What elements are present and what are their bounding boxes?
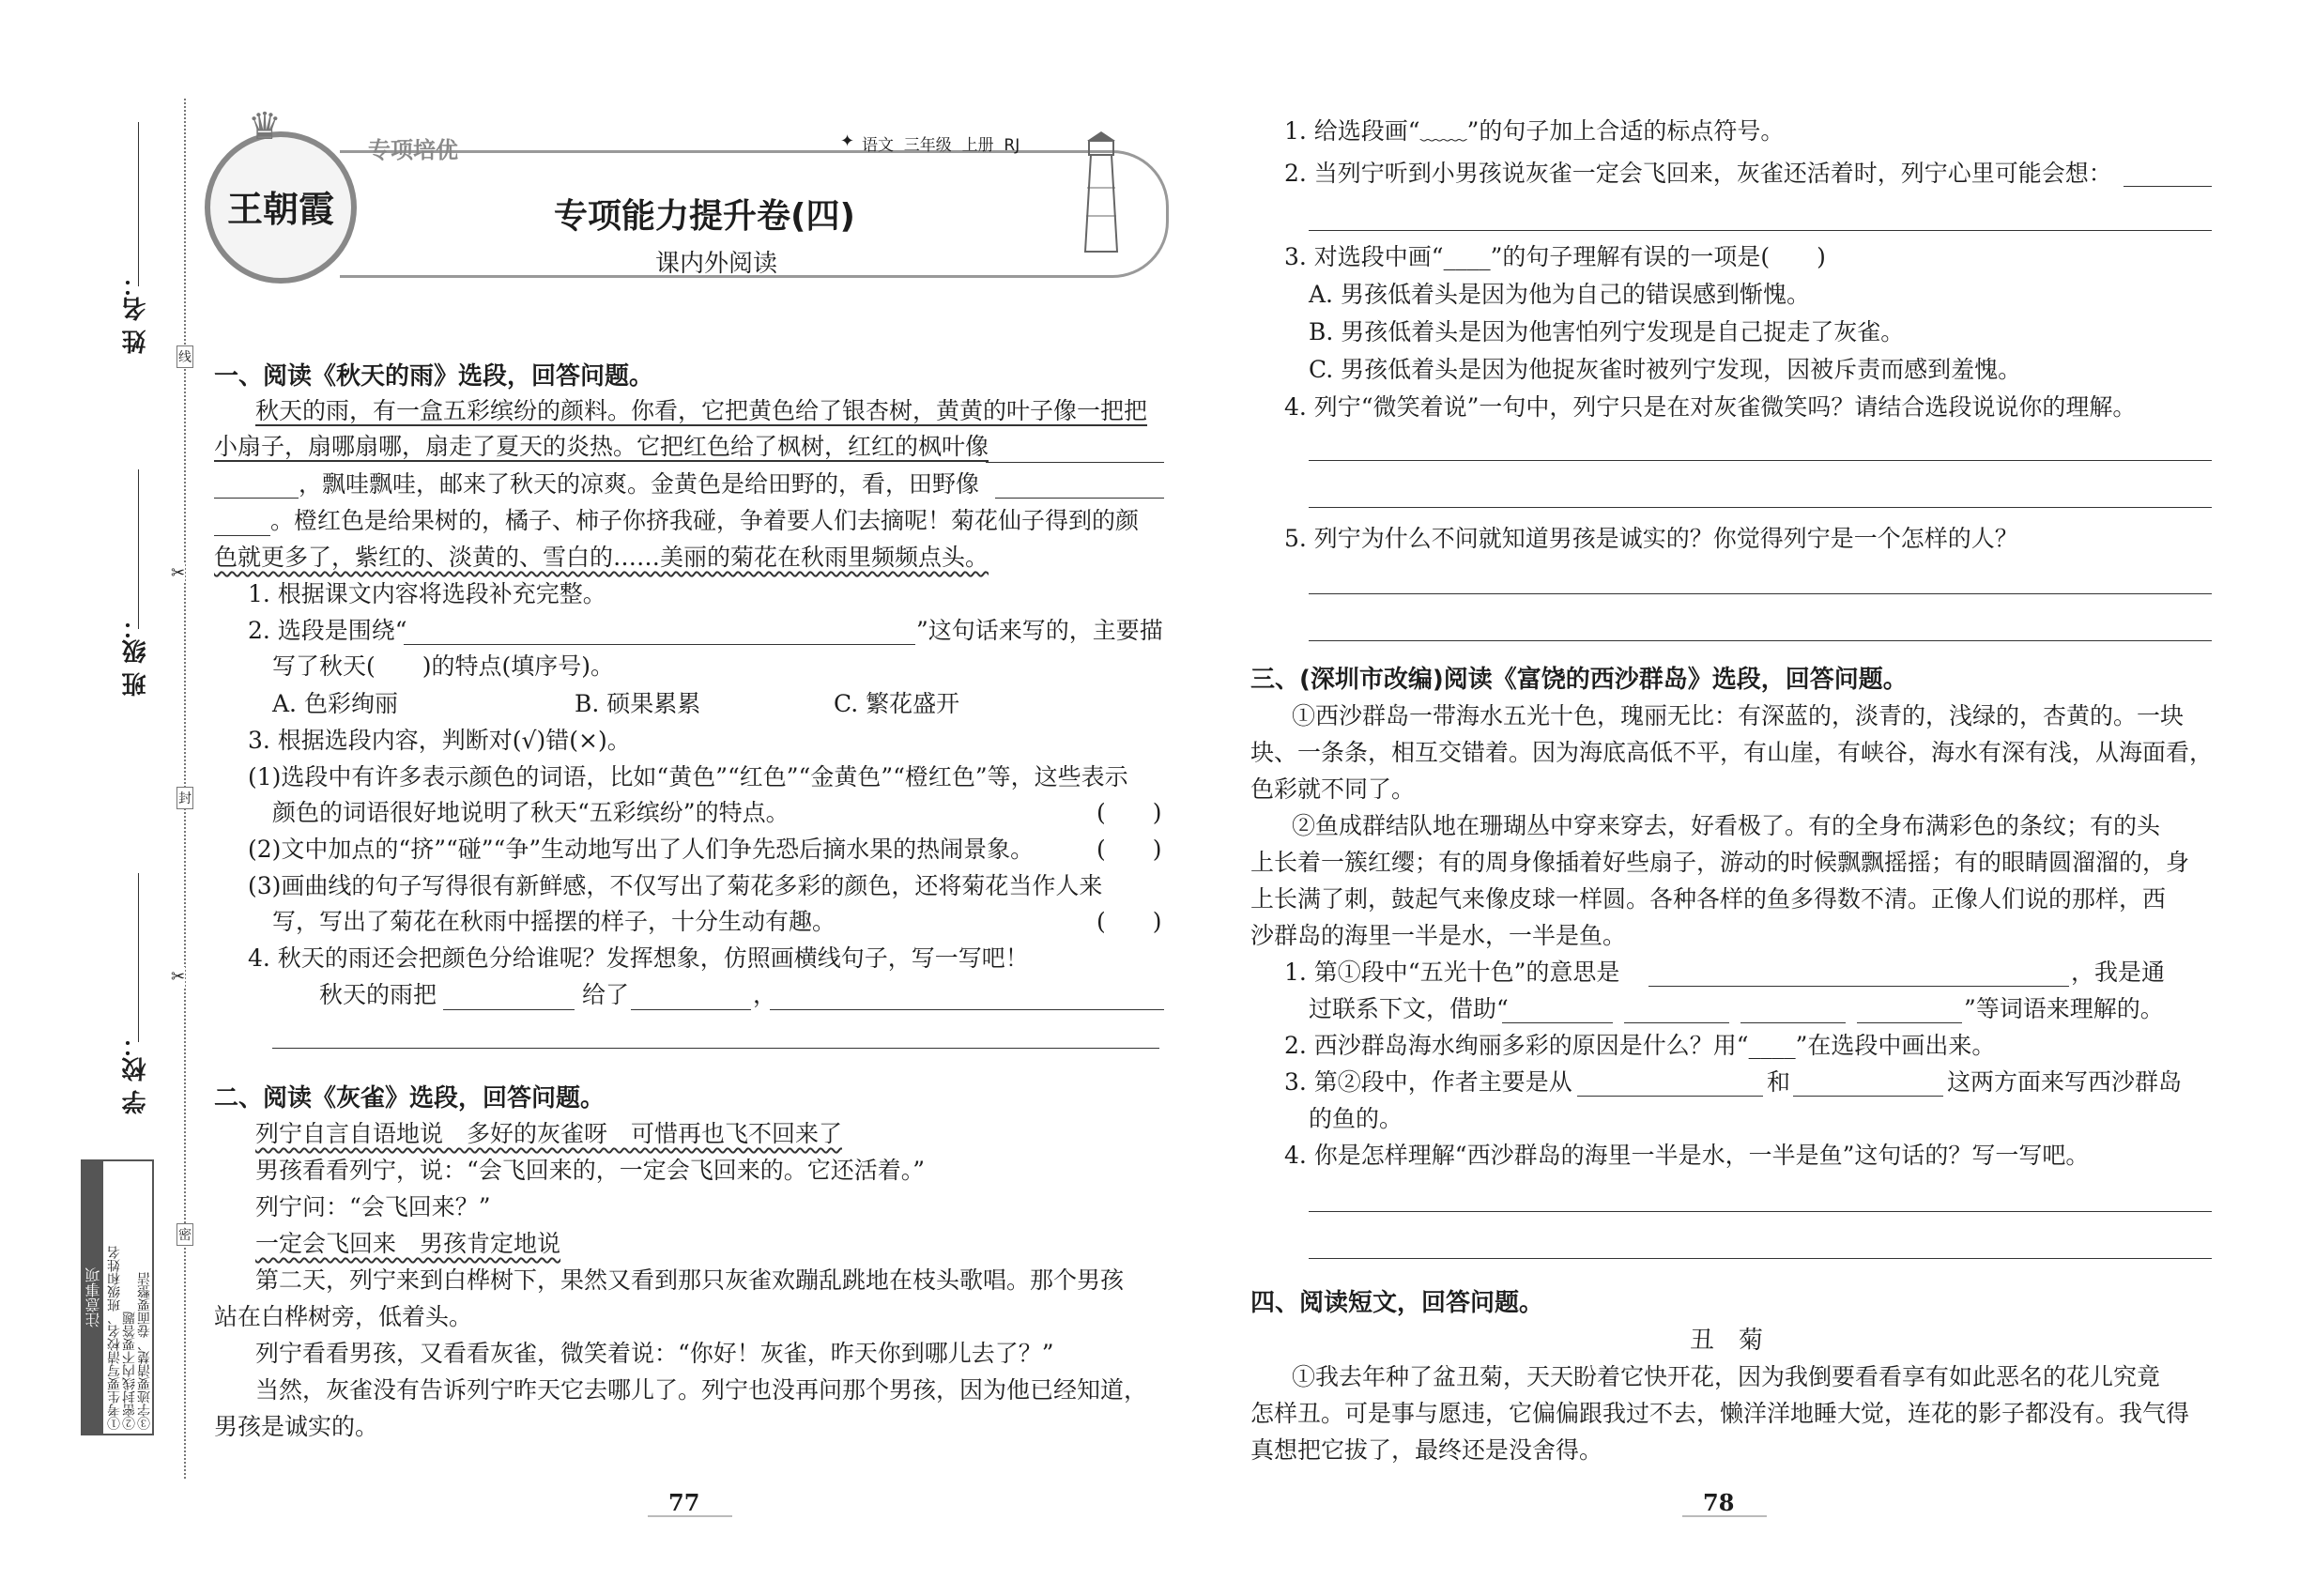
s2-q2: 2. 当列宁听到小男孩说灰雀一定会飞回来，灰雀还活着时，列宁心里可能会想： [1284, 160, 2112, 187]
s2-line: 男孩是诚实的。 [214, 1413, 379, 1440]
s2-q2-answer-line[interactable] [1309, 230, 2212, 231]
s2-line: 列宁问：“会飞回来？” [255, 1193, 491, 1220]
s3-q1-word-blank[interactable] [1502, 1022, 1613, 1023]
section1-heading: 一、阅读《秋天的雨》选段，回答问题。 [214, 362, 654, 391]
s1-para-line: 秋天的雨，有一盒五彩缤纷的颜料。你看，它把黄色给了银杏树，黄黄的叶子像一把把 [255, 397, 1148, 424]
s4-para-line: 怎样丑。可是事与愿违，它偏偏跟我过不去，懒洋洋地睡大觉，连花的影子都没有。我气得 [1250, 1400, 2190, 1427]
section2-heading: 二、阅读《灰雀》选段，回答问题。 [214, 1084, 606, 1113]
class-label: 班 级： [122, 615, 150, 698]
s1-q4-blank[interactable] [631, 1009, 751, 1010]
s1-q3-2-answer[interactable]: ( ) [1096, 836, 1162, 863]
s1-q1: 1. 根据课文内容将选段补充完整。 [248, 580, 606, 607]
s3-q3-blank[interactable] [1577, 1096, 1763, 1097]
cut-mark-mi: 密 [176, 1223, 193, 1246]
s2-q4-answer-line[interactable] [1309, 460, 2212, 461]
left-page-number: 77 [668, 1489, 700, 1516]
s1-para-line: 色就更多了，紫红的、淡黄的、雪白的……美丽的菊花在秋雨里频频点头。 [214, 544, 989, 571]
s3-q1-word-blank[interactable] [1857, 1022, 1962, 1023]
s1-q4-answer-line[interactable] [272, 1048, 1159, 1049]
notice-item: ②密封线内不要答题 [122, 1312, 137, 1430]
s1-q3-1b: 颜色的词语很好地说明了秋天“五彩缤纷”的特点。 [272, 799, 790, 826]
brand-banner: 专项培优 [368, 137, 458, 163]
s2-q4-answer-line[interactable] [1309, 507, 2212, 508]
s3-para-line: 上长满了刺，鼓起气来像皮球一样圆。各种各样的鱼多得数不清。正像人们说的那样，西 [1250, 885, 2167, 913]
notice-title: 注意事项 [83, 1161, 103, 1434]
s1-q4-blank[interactable] [770, 1009, 1164, 1010]
s1-q3-3b: 写，写出了菊花在秋雨中摇摆的样子，十分生动有趣。 [272, 908, 836, 935]
s2-q5: 5. 列宁为什么不问就知道男孩是诚实的？你觉得列宁是一个怎样的人？ [1284, 525, 2018, 552]
s2-q3-option-c[interactable]: C. 男孩低着头是因为他捉灰雀时被列宁发现，因被斥责而感到羞愧。 [1309, 356, 2022, 383]
s1-q3-3a: (3)画曲线的句子写得很有新鲜感，不仅写出了菊花多彩的颜色，还将菊花当作人来 [248, 872, 1103, 899]
notice-item: ③字迹要清楚、卷面要整洁 [137, 1272, 152, 1430]
s1-q2-option-a[interactable]: A. 色彩绚丽 [272, 690, 398, 717]
s1-q2a: 2. 选段是围绕“ [248, 617, 407, 644]
s3-para-line: 块、一条条，相互交错着。因为海底高低不平，有山崖，有峡谷，海水有深有浅，从海面看， [1250, 739, 2214, 766]
s3-para-line: 色彩就不同了。 [1250, 775, 1416, 803]
s1-q2b: ”这句话来写的，主要描 [916, 617, 1163, 644]
notice-box [81, 1159, 154, 1435]
lighthouse-icon [1078, 131, 1125, 253]
s1-fill-blank[interactable] [214, 535, 270, 536]
s2-line: 第二天，列宁来到白桦树下，果然又看到那只灰雀欢蹦乱跳地在枝头歌唱。那个男孩 [255, 1266, 1125, 1294]
s1-q4-b: 给了 [582, 981, 630, 1008]
cut-mark-feng: 封 [176, 787, 193, 809]
s2-q3: 3. 对选段中画“____”的句子理解有误的一项是( ) [1284, 243, 1826, 270]
s1-q3: 3. 根据选段内容，判断对(√)错(×)。 [248, 727, 631, 754]
s3-q1-word-blank[interactable] [1624, 1022, 1729, 1023]
s3-q4: 4. 你是怎样理解“西沙群岛的海里一半是水，一半是鱼”这句话的？写一写吧。 [1284, 1142, 2090, 1169]
s3-q4-answer-line[interactable] [1309, 1258, 2212, 1259]
s1-q4-blank[interactable] [443, 1009, 575, 1010]
cut-mark-xian: 线 [176, 345, 193, 368]
s1-q3-1a: (1)选段中有许多表示颜色的词语，比如“黄色”“红色”“金黄色”“橙红色”等，这些表示 [248, 763, 1128, 790]
s2-line: 列宁看看男孩，又看看灰雀，微笑着说：“你好！灰雀，昨天你到哪儿去了？” [255, 1340, 1054, 1367]
s4-para-line: ①我去年种了盆丑菊，天天盼着它快开花，因为我倒要看看享有如此恶名的花儿究竟 [1292, 1363, 2161, 1390]
s1-q2-option-c[interactable]: C. 繁花盛开 [834, 690, 960, 717]
s3-q1-word-blank[interactable] [1740, 1022, 1846, 1023]
s3-para-line: ①西沙群岛一带海水五光十色，瑰丽无比：有深蓝的，淡青的，浅绿的，杏黄的。一块 [1292, 702, 2185, 729]
s2-q5-answer-line[interactable] [1309, 640, 2212, 641]
s2-q3-option-b[interactable]: B. 男孩低着头是因为他害怕列宁发现是自己捉走了灰雀。 [1309, 318, 1905, 345]
s3-para-line: ②鱼成群结队地在珊瑚丛中穿来穿去，好看极了。有的全身布满彩色的条纹；有的头 [1292, 812, 2161, 839]
s3-q1b: ，我是通 [2071, 959, 2166, 986]
s2-q4: 4. 列宁“微笑着说”一句中，列宁只是在对灰雀微笑吗？请结合选段说说你的理解。 [1284, 393, 2137, 421]
s2-line: 当然，灰雀没有告诉列宁昨天它去哪儿了。列宁也没再问那个男孩，因为他已经知道， [255, 1376, 1148, 1404]
name-label: 姓 名： [122, 272, 150, 355]
s1-para-line: 小扇子，扇哪扇哪，扇走了夏天的炎热。它把红色给了枫树，红红的枫叶像 [214, 433, 989, 460]
s2-q3-option-a[interactable]: A. 男孩低着头是因为他为自己的错误感到惭愧。 [1309, 281, 1810, 308]
s3-q1-blank[interactable] [1648, 986, 2069, 987]
s1-para-line: ，飘哇飘哇，邮来了秋天的凉爽。金黄色是给田野的，看，田野像 [299, 470, 980, 498]
subtitle: 课内外阅读 [655, 250, 778, 278]
s3-q3c: 这两方面来写西沙群岛 [1947, 1068, 2183, 1096]
school-line[interactable] [138, 873, 139, 1042]
s3-q1c: 过联系下文，借助“ [1309, 995, 1509, 1022]
s1-fill-blank[interactable] [214, 498, 299, 499]
page-decor [1682, 1515, 1767, 1517]
s3-q4-answer-line[interactable] [1309, 1211, 2212, 1212]
s1-q4-a: 秋天的雨把 [319, 981, 437, 1008]
scissor-icon: ✂ [171, 563, 186, 583]
s2-line: 站在白桦树旁，低着头。 [214, 1303, 473, 1330]
subject-info: 语文 三年级 上册 RJ [862, 136, 1020, 155]
header-sparkle-icon: ✦ [840, 131, 855, 151]
s1-q2c: 写了秋天( )的特点(填序号)。 [272, 652, 615, 680]
s3-q1a: 1. 第①段中“五光十色”的意思是 [1284, 959, 1620, 986]
s2-line: 男孩看看列宁，说：“会飞回来的，一定会飞回来的。它还活着。” [255, 1157, 926, 1184]
notice-item: ①考生要写清校名、班级和姓名 [107, 1246, 122, 1430]
crown-icon: ♛ [248, 105, 282, 148]
section4-heading: 四、阅读短文，回答问题。 [1250, 1289, 1544, 1317]
s1-q3-3-answer[interactable]: ( ) [1096, 908, 1162, 935]
s3-q2: 2. 西沙群岛海水绚丽多彩的原因是什么？用“____”在选段中画出来。 [1284, 1032, 1996, 1059]
class-line[interactable] [138, 469, 139, 629]
right-page-number: 78 [1703, 1489, 1735, 1516]
s1-q4-c: ， [753, 981, 777, 1008]
s3-para-line: 沙群岛的海里一半是水，一半是鱼。 [1250, 922, 1627, 949]
s1-q2-blank[interactable] [404, 644, 915, 645]
school-label: 学 校： [122, 1033, 150, 1115]
s2-line: 一定会飞回来 男孩肯定地说 [255, 1230, 561, 1257]
s1-q3-2: (2)文中加点的“挤”“碰”“争”生动地写出了人们争先恐后摘水果的热闹景象。 [248, 836, 1035, 863]
name-line[interactable] [138, 122, 139, 286]
scissor-icon: ✂ [171, 967, 186, 987]
s2-q2-blank[interactable] [2124, 186, 2212, 187]
s1-q2-option-b[interactable]: B. 硕果累累 [575, 690, 701, 717]
page-decor [648, 1515, 732, 1517]
s3-q3d: 的鱼的。 [1309, 1105, 1403, 1132]
s4-para-line: 真想把它拔了，最终还是没舍得。 [1250, 1436, 1603, 1464]
brand-text: 王朝霞 [226, 188, 334, 230]
s3-q3-blank[interactable] [1793, 1096, 1943, 1097]
section3-heading: 三、(深圳市改编)阅读《富饶的西沙群岛》选段，回答问题。 [1250, 666, 1908, 694]
s3-para-line: 上长着一簇红缨；有的周身像插着好些扇子，游动的时候飘飘摇摇；有的眼睛圆溜溜的，身 [1250, 849, 2190, 876]
page-title: 专项能力提升卷(四) [554, 197, 855, 236]
s2-q1: 1. 给选段画“﹏﹏”的句子加上合适的标点符号。 [1284, 117, 1785, 145]
s1-q3-1-answer[interactable]: ( ) [1096, 799, 1162, 826]
s3-q3a: 3. 第②段中，作者主要是从 [1284, 1068, 1572, 1096]
brand-logo [205, 105, 357, 284]
s1-fill-blank[interactable] [995, 498, 1164, 499]
s4-article-title: 丑 菊 [1690, 1327, 1764, 1355]
s3-q3b: 和 [1767, 1068, 1791, 1096]
s1-para-line: 。橙红色是给果树的，橘子、柿子你挤我碰，争着要人们去摘呢！菊花仙子得到的颜 [270, 507, 1140, 534]
s3-q1d: ”等词语来理解的。 [1964, 995, 2164, 1022]
s2-line: 列宁自言自语地说 多好的灰雀呀 可惜再也飞不回来了 [255, 1120, 843, 1147]
s1-q4: 4. 秋天的雨还会把颜色分给谁呢？发挥想象，仿照画横线句子，写一写吧！ [248, 944, 1029, 972]
s2-q5-answer-line[interactable] [1309, 593, 2212, 594]
s1-fill-blank[interactable] [986, 462, 1164, 463]
